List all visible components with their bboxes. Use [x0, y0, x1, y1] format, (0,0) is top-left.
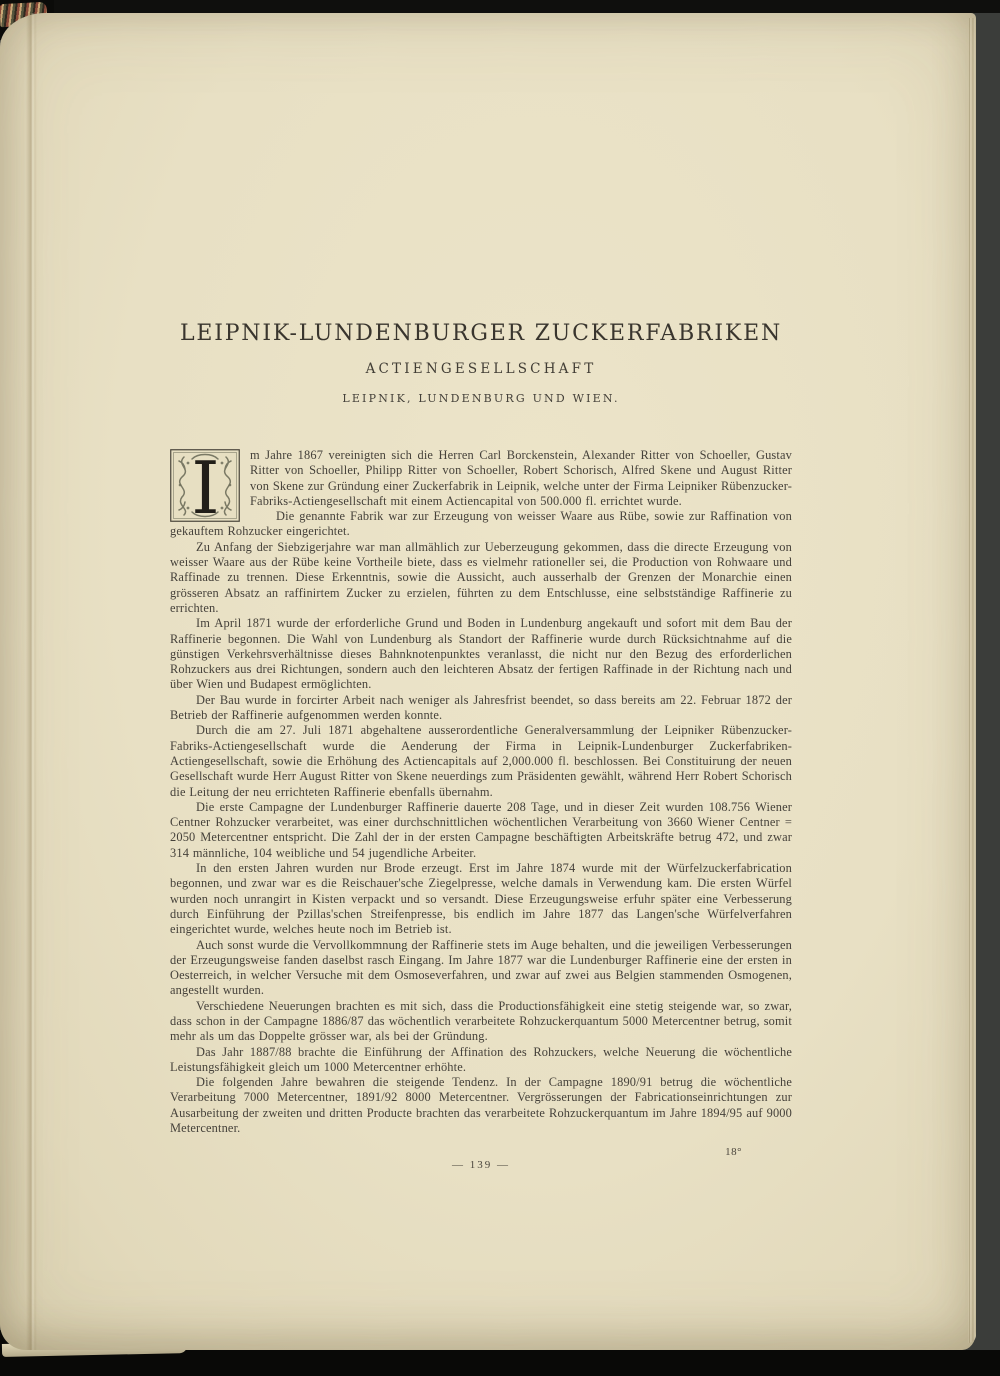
paragraph: Die erste Campagne der Lundenburger Raffinerie dauerte 208 Tage, und in dieser Zeit wurden 108.756 Wiener Centner Rohzucker verarbeitet, was einer durchschnittlichen wöchentlichen Verarbeitung von 3660 Wiener Centner = 2050 Metercentner entspricht. Die Zahl der in der ersten Campagne beschäftigten Arbeitskräfte betrug 472, und zwar 314 männliche, 104 weibliche und 54 jugendliche Arbeiter.: [170, 799, 792, 860]
scanner-background-top: [0, 0, 1000, 13]
dropcap-initial: [170, 449, 240, 522]
paragraph: In den ersten Jahren wurden nur Brode erzeugt. Erst im Jahre 1874 wurde mit der Würfelzuckerfabrication begonnen, und zwar war es die Reischauer'sche Ziegelpresse, welche damals in Verwendung kam. Die ersten Würfel wurden noch unrangirt in Kisten verpackt und so versandt. Diese Erzeugungsweise erfuhr später eine Verbesserung durch Einführung der Pzillas'schen Streifenpresse, bis endlich im Jahre 1877 das Langen'sche Würfelverfahren eingerichtet wurde, welches heute noch im Betrieb ist.: [170, 861, 792, 937]
page-title: LEIPNIK-LUNDENBURGER ZUCKERFABRIKEN: [179, 321, 783, 346]
paragraph: Zu Anfang der Siebzigerjahre war man allmählich zur Ueberzeugung gekommen, dass die directe Erzeugung von weisser Waare aus der Rübe keine Vortheile biete, dass es vielmehr rationeller sei, die Production von Rohwaare und Raffinade zu trennen. Diese Erkenntnis, sowie die Aussicht, auch ausserhalb der Grenzen der Monarchie einen grösseren Absatz an raffinirtem Zucker zu erzielen, führten zu dem Entschlusse, eine selbstständige Raffinerie zu errichten.: [170, 539, 792, 615]
paragraph: Der Bau wurde in forcirter Arbeit nach weniger als Jahresfrist beendet, so dass bereits am 22. Februar 1872 der Betrieb der Raffinerie aufgenommen werden konnte.: [170, 692, 792, 723]
paragraph: Verschiedene Neuerungen brachten es mit sich, dass die Productionsfähigkeit eine stetig steigende war, so zwar, dass schon in der Campagne 1886/87 das wöchentlich verarbeitete Rohzuckerquantum 5000 Metercentner betrug, somit mehr als um das Doppelte grösser war, als bei der Gründung.: [170, 998, 792, 1044]
printed-area: [170, 13, 792, 1350]
body-text: [170, 448, 792, 1136]
page-location-line: LEIPNIK, LUNDENBURG UND WIEN.: [342, 392, 620, 405]
dropcap-ornament-icon: [170, 449, 240, 522]
paragraph: Die folgenden Jahre bewahren die steigende Tendenz. In der Campagne 1890/91 betrug die wöchentliche Verarbeitung 7000 Metercentner, 1891/92 8000 Metercentner. Vergrösserungen der Fabricationseinrichtungen zur Ausarbeitung der zweiten und dritten Producte brachten das verarbeitete Rohzuckerquantum im Jahre 1894/95 auf 9000 Metercentner.: [170, 1075, 792, 1136]
signature-mark: 18°: [725, 1146, 742, 1158]
page-subtitle: ACTIENGESELLSCHAFT: [365, 361, 597, 377]
paragraph-text: m Jahre 1867 vereinigten sich die Herren Carl Borckenstein, Alexander Ritter von Schoeller, Gustav Ritter von Schoeller, Philipp Ritter von Schoeller, Robert Schorisch, Alfred Skene und August Ritter von Skene zur Gründung einer Zuckerfabrik in Leipnik, welche unter der Firma Leipniker Rübenzucker-Fabriks-Actiengesellschaft mit einem Actiencapital von 500.000 fl. errichtet wurde.: [250, 448, 792, 508]
gutter-crease: [26, 13, 37, 1350]
paragraph: Durch die am 27. Juli 1871 abgehaltene ausserordentliche Generalversammlung der Leipniker Rübenzucker-Fabriks-Actiengesellschaft wurde die Aenderung der Firma in Leipnik-Lundenburger Zuckerfabriken-Actiengesellschaft, sowie die Erhöhung des Actiencapitals auf 2,000.000 fl. beschlossen. Bei Constituirung der neuen Gesellschaft wurde Herr August Ritter von Skene neuerdings zum Präsidenten gewählt, während Herr Robert Schorisch die Leitung der neu errichteten Raffinerie ebenfalls übernahm.: [170, 723, 792, 799]
chapter-header: [170, 13, 792, 405]
fore-edge-pages: [968, 18, 976, 1343]
paragraph: Die genannte Fabrik war zur Erzeugung von weisser Waare aus Rübe, sowie zur Raffination von gekauftem Rohzucker eingerichtet.: [170, 509, 792, 539]
page-number: — 139 —: [452, 1159, 510, 1171]
paragraph: [170, 448, 792, 522]
paragraph: Auch sonst wurde die Vervollkommnung der Raffinerie stets im Auge behalten, und die jeweiligen Verbesserungen der Erzeugungsweise fanden daselbst rasch Eingang. Im Jahre 1877 war die Lundenburger Raffinerie eine der ersten in Oesterreich, in welcher Versuche mit dem Osmoseverfahren, und zwar auf zwei aus Belgien stammenden Osmogenen, angestellt wurden.: [170, 937, 792, 998]
dropcap-letter: I: [191, 449, 220, 522]
paragraph: Im April 1871 wurde der erforderliche Grund und Boden in Lundenburg angekauft und sofort mit dem Bau der Raffinerie begonnen. Die Wahl von Lundenburg als Standort der Raffinerie wurde durch Rücksichtnahme auf die günstigen Verkehrsverhältnisse dieses Bahnknotenpunktes veranlasst, die nicht nur den Bezug des erforderlichen Rohzuckers aus drei Richtungen, sondern auch den leichteren Absatz der fertigen Raffinade in der Richtung nach und über Wien und Budapest ermöglichten.: [170, 616, 792, 692]
book-page: [0, 13, 976, 1350]
paragraph: Das Jahr 1887/88 brachte die Einführung der Affination des Rohzuckers, welche Neuerung die wöchentliche Leistungsfähigkeit gleich um 1000 Metercentner erhöhte.: [170, 1044, 792, 1074]
